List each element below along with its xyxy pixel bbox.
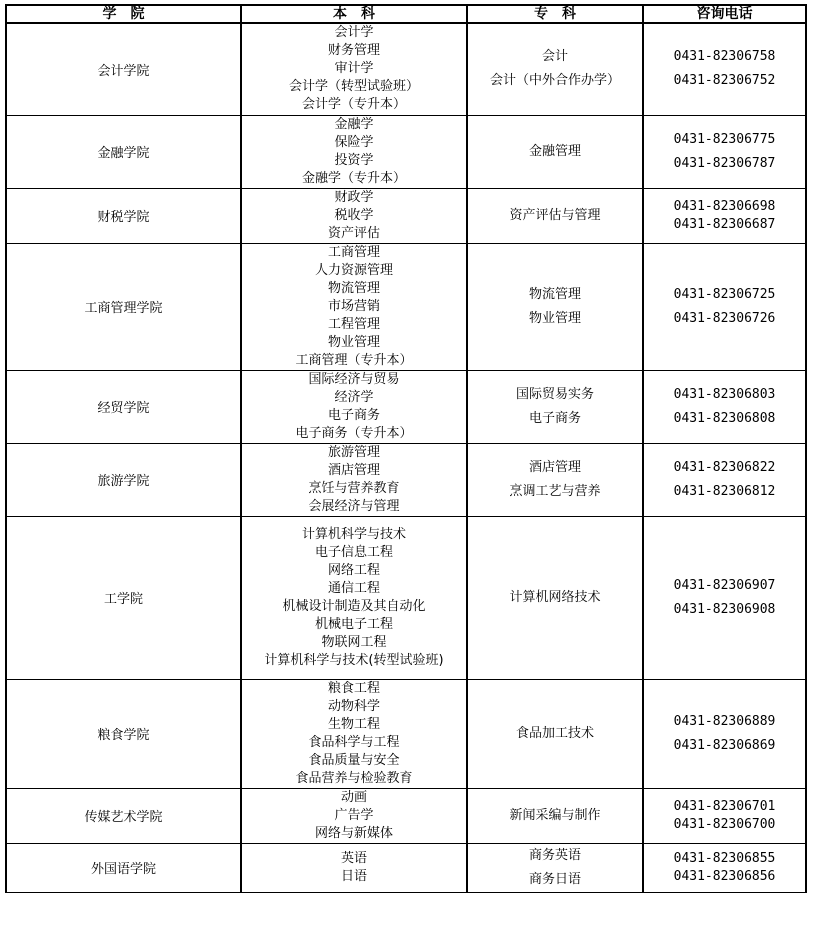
bachelor-major: 财政学 <box>334 189 374 205</box>
phone-number: 0431-82306808 <box>673 410 776 426</box>
table-row <box>6 443 806 516</box>
vocational-major: 计算机网络技术 <box>509 589 601 605</box>
bachelor-major: 旅游管理 <box>327 444 380 460</box>
bachelor-major: 食品营养与检验教育 <box>295 770 413 786</box>
bachelor-major: 工程管理 <box>327 316 380 332</box>
vocational-major: 烹调工艺与营养 <box>509 483 601 499</box>
bachelor-major: 物联网工程 <box>321 634 387 650</box>
phone-number: 0431-82306907 <box>673 577 776 593</box>
phone-number: 0431-82306856 <box>673 868 776 884</box>
college-cell: 金融学院 <box>6 115 241 188</box>
phone-cell <box>643 679 806 788</box>
table-row <box>6 516 806 679</box>
vocational-cell <box>467 679 643 788</box>
bachelor-cell <box>241 443 467 516</box>
bachelor-cell <box>241 843 467 892</box>
phone-number: 0431-82306889 <box>673 713 776 729</box>
majors-table <box>5 4 807 893</box>
table-row <box>6 788 806 843</box>
bachelor-cell <box>241 243 467 370</box>
bachelor-major: 日语 <box>340 868 367 884</box>
vocational-major: 酒店管理 <box>528 459 581 475</box>
bachelor-major: 保险学 <box>334 134 374 150</box>
phone-number: 0431-82306700 <box>673 816 776 832</box>
phone-cell <box>643 188 806 243</box>
phone-number: 0431-82306752 <box>673 73 776 89</box>
bachelor-major: 机械设计制造及其自动化 <box>282 598 426 614</box>
phone-number: 0431-82306812 <box>673 483 776 499</box>
vocational-major: 电子商务 <box>528 410 581 426</box>
header-phone: 咨询电话 <box>643 5 806 23</box>
bachelor-major: 动物科学 <box>327 698 380 714</box>
bachelor-major: 电子信息工程 <box>314 544 393 560</box>
vocational-major: 金融管理 <box>528 143 581 159</box>
vocational-major: 资产评估与管理 <box>509 207 601 223</box>
bachelor-cell <box>241 23 467 115</box>
table-row <box>6 679 806 788</box>
vocational-major: 物业管理 <box>528 310 581 326</box>
vocational-major: 物流管理 <box>528 286 581 302</box>
bachelor-major: 烹饪与营养教育 <box>308 480 400 496</box>
bachelor-major: 市场营销 <box>327 298 380 314</box>
phone-number: 0431-82306758 <box>673 49 776 65</box>
vocational-cell <box>467 370 643 443</box>
phone-number: 0431-82306687 <box>673 216 776 232</box>
phone-cell <box>643 516 806 679</box>
phone-number: 0431-82306698 <box>673 198 776 214</box>
bachelor-cell <box>241 115 467 188</box>
bachelor-major: 动画 <box>340 789 367 805</box>
college-cell: 经贸学院 <box>6 370 241 443</box>
phone-cell <box>643 788 806 843</box>
table-header <box>6 5 806 23</box>
bachelor-major: 生物工程 <box>327 716 380 732</box>
bachelor-major: 审计学 <box>334 61 374 77</box>
bachelor-major: 会计学（专升本） <box>301 97 406 113</box>
vocational-major: 会计（中外合作办学） <box>489 73 620 89</box>
college-cell: 财税学院 <box>6 188 241 243</box>
vocational-cell <box>467 516 643 679</box>
phone-number: 0431-82306855 <box>673 850 776 866</box>
bachelor-cell <box>241 788 467 843</box>
vocational-major: 食品加工技术 <box>515 725 594 741</box>
college-cell: 会计学院 <box>6 23 241 115</box>
bachelor-major: 人力资源管理 <box>314 262 393 278</box>
bachelor-major: 会计学 <box>334 25 374 41</box>
phone-number: 0431-82306775 <box>673 131 776 147</box>
bachelor-major: 通信工程 <box>327 580 380 596</box>
vocational-major: 商务英语 <box>528 847 581 863</box>
college-cell: 传媒艺术学院 <box>6 788 241 843</box>
header-vocational: 专 科 <box>467 5 643 23</box>
vocational-cell <box>467 23 643 115</box>
vocational-cell <box>467 443 643 516</box>
bachelor-major: 金融学（专升本） <box>301 170 406 186</box>
table-row <box>6 843 806 892</box>
bachelor-major: 会展经济与管理 <box>308 498 400 514</box>
table-row <box>6 188 806 243</box>
vocational-major: 商务日语 <box>528 871 581 887</box>
table-row <box>6 243 806 370</box>
table-row <box>6 370 806 443</box>
bachelor-major: 酒店管理 <box>327 462 380 478</box>
bachelor-cell <box>241 679 467 788</box>
bachelor-major: 税收学 <box>334 207 374 223</box>
bachelor-major: 网络工程 <box>327 562 380 578</box>
bachelor-major: 计算机科学与技术 <box>301 526 406 542</box>
bachelor-major: 金融学 <box>334 116 374 132</box>
bachelor-major: 电子商务（专升本） <box>295 425 413 441</box>
bachelor-major: 电子商务 <box>327 407 380 423</box>
phone-number: 0431-82306908 <box>673 601 776 617</box>
bachelor-major: 粮食工程 <box>327 680 380 696</box>
phone-cell <box>643 115 806 188</box>
bachelor-major: 工商管理 <box>327 244 380 260</box>
college-cell: 工学院 <box>6 516 241 679</box>
bachelor-major: 财务管理 <box>327 43 380 59</box>
college-cell: 粮食学院 <box>6 679 241 788</box>
vocational-major: 国际贸易实务 <box>515 386 594 402</box>
vocational-cell <box>467 243 643 370</box>
bachelor-major: 广告学 <box>334 807 374 823</box>
table-row <box>6 23 806 115</box>
bachelor-cell <box>241 516 467 679</box>
bachelor-major: 投资学 <box>334 152 374 168</box>
phone-number: 0431-82306701 <box>673 798 776 814</box>
phone-number: 0431-82306787 <box>673 155 776 171</box>
bachelor-major: 计算机科学与技术(转型试验班) <box>264 652 444 668</box>
phone-cell <box>643 370 806 443</box>
table-row <box>6 115 806 188</box>
vocational-cell <box>467 788 643 843</box>
bachelor-major: 物业管理 <box>327 334 380 350</box>
bachelor-major: 网络与新媒体 <box>314 825 393 841</box>
vocational-cell <box>467 843 643 892</box>
bachelor-major: 物流管理 <box>327 280 380 296</box>
phone-number: 0431-82306869 <box>673 737 776 753</box>
phone-cell <box>643 443 806 516</box>
table-body <box>6 23 806 892</box>
vocational-cell <box>467 115 643 188</box>
bachelor-major: 会计学（转型试验班） <box>288 79 419 95</box>
phone-number: 0431-82306803 <box>673 386 776 402</box>
bachelor-cell <box>241 188 467 243</box>
college-cell: 旅游学院 <box>6 443 241 516</box>
college-cell: 工商管理学院 <box>6 243 241 370</box>
bachelor-major: 食品质量与安全 <box>308 752 400 768</box>
header-college: 学 院 <box>6 5 241 23</box>
bachelor-major: 食品科学与工程 <box>308 734 400 750</box>
bachelor-major: 工商管理（专升本） <box>295 352 413 368</box>
vocational-major: 新闻采编与制作 <box>509 807 601 823</box>
vocational-major: 会计 <box>541 49 568 65</box>
phone-cell <box>643 243 806 370</box>
bachelor-major: 经济学 <box>334 389 374 405</box>
phone-cell <box>643 23 806 115</box>
bachelor-cell <box>241 370 467 443</box>
bachelor-major: 国际经济与贸易 <box>308 371 400 387</box>
phone-number: 0431-82306725 <box>673 286 776 302</box>
bachelor-major: 资产评估 <box>327 225 380 241</box>
phone-cell <box>643 843 806 892</box>
bachelor-major: 英语 <box>340 850 367 866</box>
vocational-cell <box>467 188 643 243</box>
bachelor-major: 机械电子工程 <box>314 616 393 632</box>
college-cell: 外国语学院 <box>6 843 241 892</box>
phone-number: 0431-82306726 <box>673 310 776 326</box>
header-row <box>6 5 806 23</box>
phone-number: 0431-82306822 <box>673 459 776 475</box>
header-bachelor: 本 科 <box>241 5 467 23</box>
